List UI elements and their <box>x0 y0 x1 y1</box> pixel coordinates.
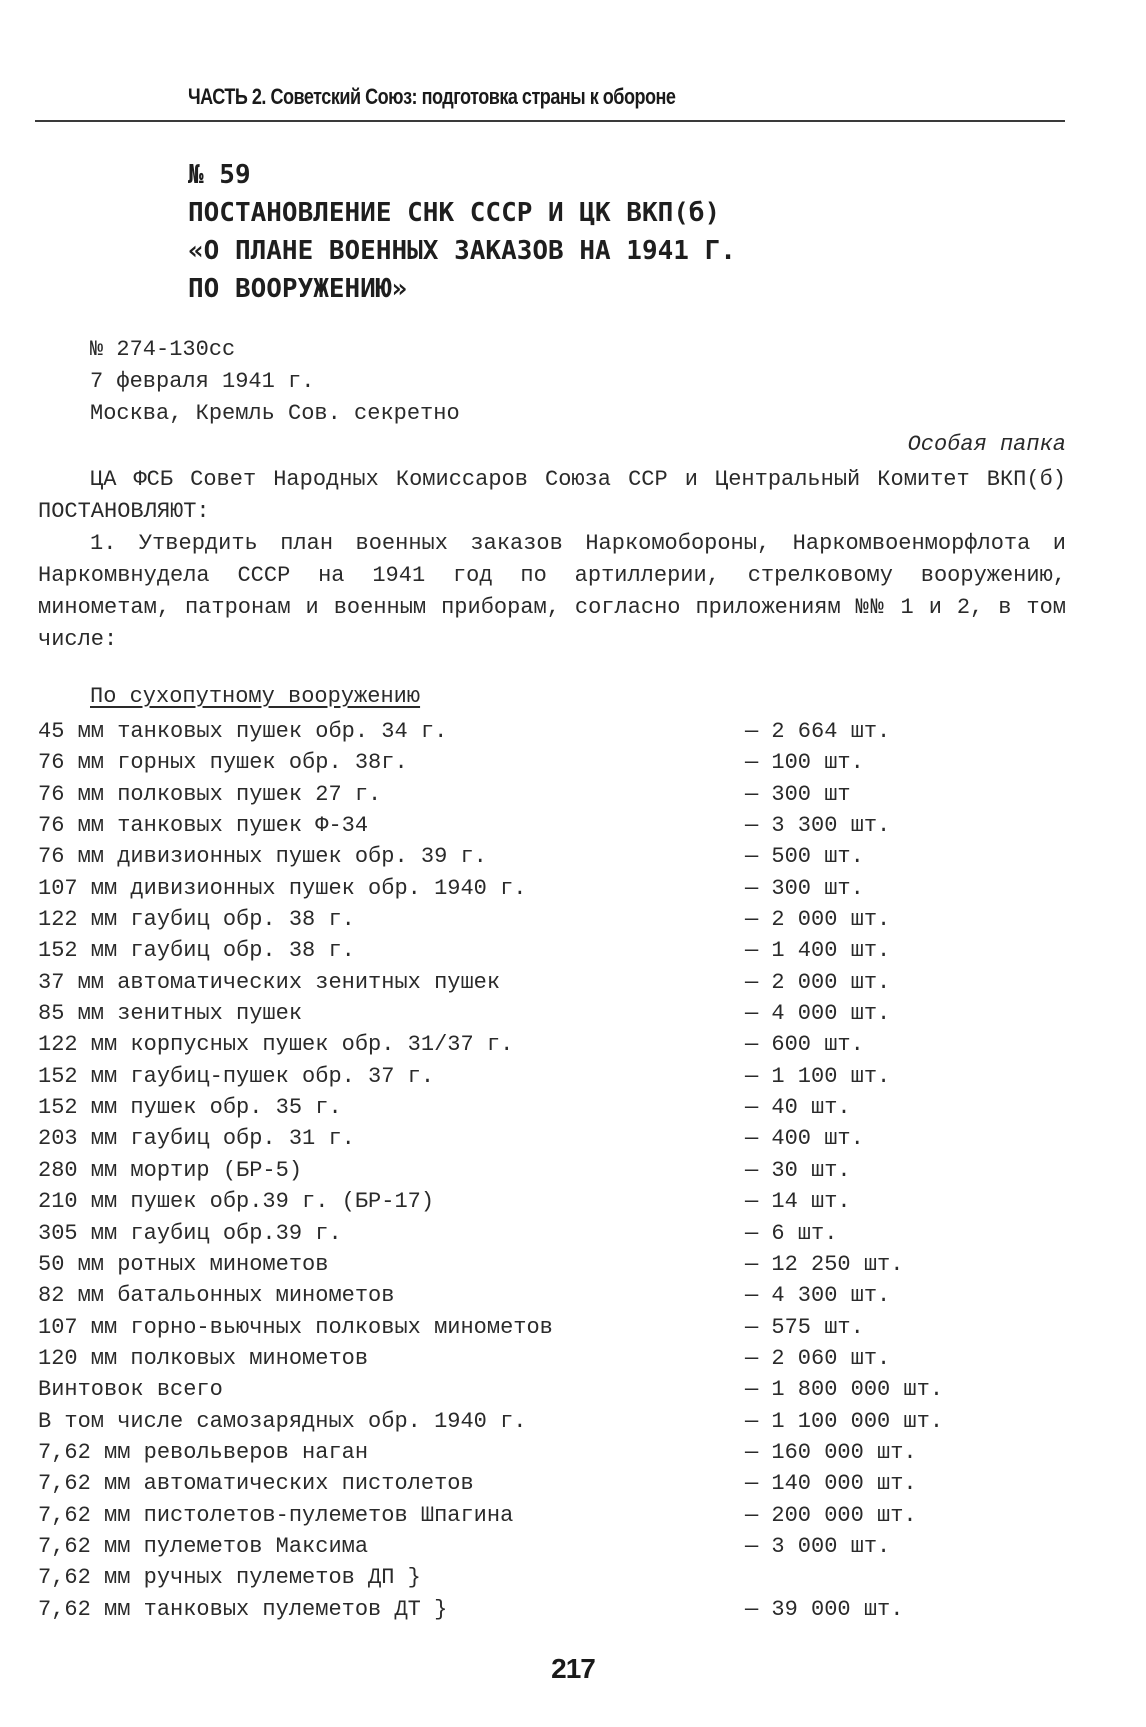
item-quantity: — 4 300 шт. <box>745 1283 891 1309</box>
item-quantity: — 1 400 шт. <box>745 938 891 964</box>
document-number: № 59 <box>188 160 251 190</box>
document-title-line: ПОСТАНОВЛЕНИЕ СНК СССР И ЦК ВКП(б) <box>188 198 721 228</box>
list-item <box>38 747 1038 778</box>
item-name: 210 мм пушек обр.39 г. (БР-17) <box>38 1189 435 1215</box>
list-item <box>38 1061 1038 1092</box>
item-quantity: — 2 000 шт. <box>745 969 891 995</box>
list-item <box>38 1092 1038 1123</box>
header-divider <box>35 120 1065 122</box>
document-title-block <box>188 156 736 308</box>
list-item <box>38 1249 1038 1280</box>
list-item <box>38 1186 1038 1217</box>
item-quantity: — 1 800 000 шт. <box>745 1377 944 1403</box>
item-quantity: — 6 шт. <box>745 1220 838 1246</box>
item-quantity: — 1 100 шт. <box>745 1063 891 1089</box>
item-name: 152 мм пушек обр. 35 г. <box>38 1095 342 1121</box>
item-quantity: — 400 шт. <box>745 1126 864 1152</box>
document-place: Москва, Кремль Сов. секретно <box>90 401 460 426</box>
list-item <box>38 1343 1038 1374</box>
item-name: 7,62 мм танковых пулеметов ДТ } <box>38 1596 448 1622</box>
list-item <box>38 1468 1038 1499</box>
list-item <box>38 1312 1038 1343</box>
item-quantity: — 300 шт. <box>745 875 864 901</box>
item-name: 7,62 мм ручных пулеметов ДП } <box>38 1565 421 1591</box>
item-quantity: — 39 000 шт. <box>745 1596 904 1622</box>
list-item <box>38 1437 1038 1468</box>
document-title-line: ПО ВООРУЖЕНИЮ» <box>188 274 408 304</box>
item-name: 7,62 мм пулеметов Максима <box>38 1533 369 1559</box>
item-name: 152 мм гаубиц обр. 38 г. <box>38 938 355 964</box>
item-name: 122 мм гаубиц обр. 38 г. <box>38 907 355 933</box>
item-quantity: — 2 060 шт. <box>745 1345 891 1371</box>
item-quantity: — 14 шт. <box>745 1189 851 1215</box>
list-item <box>38 779 1038 810</box>
item-name: Винтовок всего <box>38 1377 223 1403</box>
list-item <box>38 967 1038 998</box>
point-1-paragraph: 1. Утвердить план военных заказов Наркомобороны, Наркомвоенморфлота и Наркомвнудела СССР на 1941 год по артиллерии, стрелковому вооружению, минометам, патронам и военным приборам, согласно приложениям №№ 1 и 2, в том числе: <box>38 531 1066 652</box>
list-item <box>38 935 1038 966</box>
item-quantity: — 575 шт. <box>745 1314 864 1340</box>
item-name: 76 мм горных пушек обр. 38г. <box>38 750 408 776</box>
list-item <box>38 1500 1038 1531</box>
item-name: 76 мм дивизионных пушек обр. 39 г. <box>38 844 487 870</box>
item-name: 85 мм зенитных пушек <box>38 1001 303 1027</box>
item-quantity: — 600 шт. <box>745 1032 864 1058</box>
list-item <box>38 873 1038 904</box>
item-name: 76 мм танковых пушек Ф-34 <box>38 813 369 839</box>
list-item <box>38 1531 1038 1562</box>
item-name: 305 мм гаубиц обр.39 г. <box>38 1220 342 1246</box>
item-quantity: — 200 000 шт. <box>745 1502 917 1528</box>
item-quantity: — 3 000 шт. <box>745 1533 891 1559</box>
list-item <box>38 1374 1038 1405</box>
item-quantity: — 2 000 шт. <box>745 907 891 933</box>
item-quantity: — 300 шт <box>745 781 851 807</box>
item-name: 152 мм гаубиц-пушек обр. 37 г. <box>38 1063 435 1089</box>
list-item <box>38 1218 1038 1249</box>
item-name: 37 мм автоматических зенитных пушек <box>38 969 501 995</box>
item-quantity: — 140 000 шт. <box>745 1471 917 1497</box>
item-name: 280 мм мортир (БР-5) <box>38 1157 303 1183</box>
list-item <box>38 1155 1038 1186</box>
item-name: 107 мм дивизионных пушек обр. 1940 г. <box>38 875 527 901</box>
list-item <box>38 716 1038 747</box>
item-name: 50 мм ротных минометов <box>38 1251 329 1277</box>
item-quantity: — 2 664 шт. <box>745 719 891 744</box>
list-item <box>38 904 1038 935</box>
document-title-line: «О ПЛАНЕ ВОЕННЫХ ЗАКАЗОВ НА 1941 Г. <box>188 236 736 266</box>
item-name: 45 мм танковых пушек обр. 34 г. <box>38 719 448 744</box>
item-name: 7,62 мм пистолетов-пулеметов Шпагина <box>38 1502 514 1528</box>
document-metadata <box>90 334 460 430</box>
item-quantity: — 4 000 шт. <box>745 1001 891 1027</box>
page-number: 217 <box>551 1653 595 1684</box>
running-header: ЧАСТЬ 2. Советский Союз: подготовка страны к обороне <box>188 84 676 109</box>
weapons-list <box>38 716 1038 1625</box>
item-name: 107 мм горно-вьючных полковых минометов <box>38 1314 553 1340</box>
item-name: 122 мм корпусных пушек обр. 31/37 г. <box>38 1032 514 1058</box>
item-quantity: — 3 300 шт. <box>745 813 891 839</box>
list-item <box>38 841 1038 872</box>
list-item <box>38 1562 1038 1593</box>
list-item <box>38 998 1038 1029</box>
list-item <box>38 810 1038 841</box>
item-name: 76 мм полковых пушек 27 г. <box>38 781 382 807</box>
item-name: 82 мм батальонных минометов <box>38 1283 395 1309</box>
item-name: В том числе самозарядных обр. 1940 г. <box>38 1408 527 1434</box>
registration-number: № 274-130сс <box>90 337 236 362</box>
list-item <box>38 1594 1038 1625</box>
special-folder-label: Особая папка <box>907 432 1066 457</box>
item-quantity: — 100 шт. <box>745 750 864 776</box>
section-heading: По сухопутному вооружению <box>90 684 421 709</box>
list-item <box>38 1406 1038 1437</box>
item-quantity: — 30 шт. <box>745 1157 851 1183</box>
item-quantity: — 500 шт. <box>745 844 864 870</box>
item-quantity: — 12 250 шт. <box>745 1251 904 1277</box>
item-name: 7,62 мм револьверов наган <box>38 1439 369 1465</box>
item-name: 7,62 мм автоматических пистолетов <box>38 1471 474 1497</box>
item-quantity: — 40 шт. <box>745 1095 851 1121</box>
item-name: 203 мм гаубиц обр. 31 г. <box>38 1126 355 1152</box>
item-quantity: — 1 100 000 шт. <box>745 1408 944 1434</box>
item-quantity: — 160 000 шт. <box>745 1439 917 1465</box>
document-date: 7 февраля 1941 г. <box>90 369 315 394</box>
list-item <box>38 1280 1038 1311</box>
list-item <box>38 1029 1038 1060</box>
preamble-paragraph: ЦА ФСБ Совет Народных Комиссаров Союза ССР и Центральный Комитет ВКП(б) ПОСТАНОВЛЯЮТ: <box>38 467 1066 524</box>
list-item <box>38 1123 1038 1154</box>
item-name: 120 мм полковых минометов <box>38 1345 369 1371</box>
